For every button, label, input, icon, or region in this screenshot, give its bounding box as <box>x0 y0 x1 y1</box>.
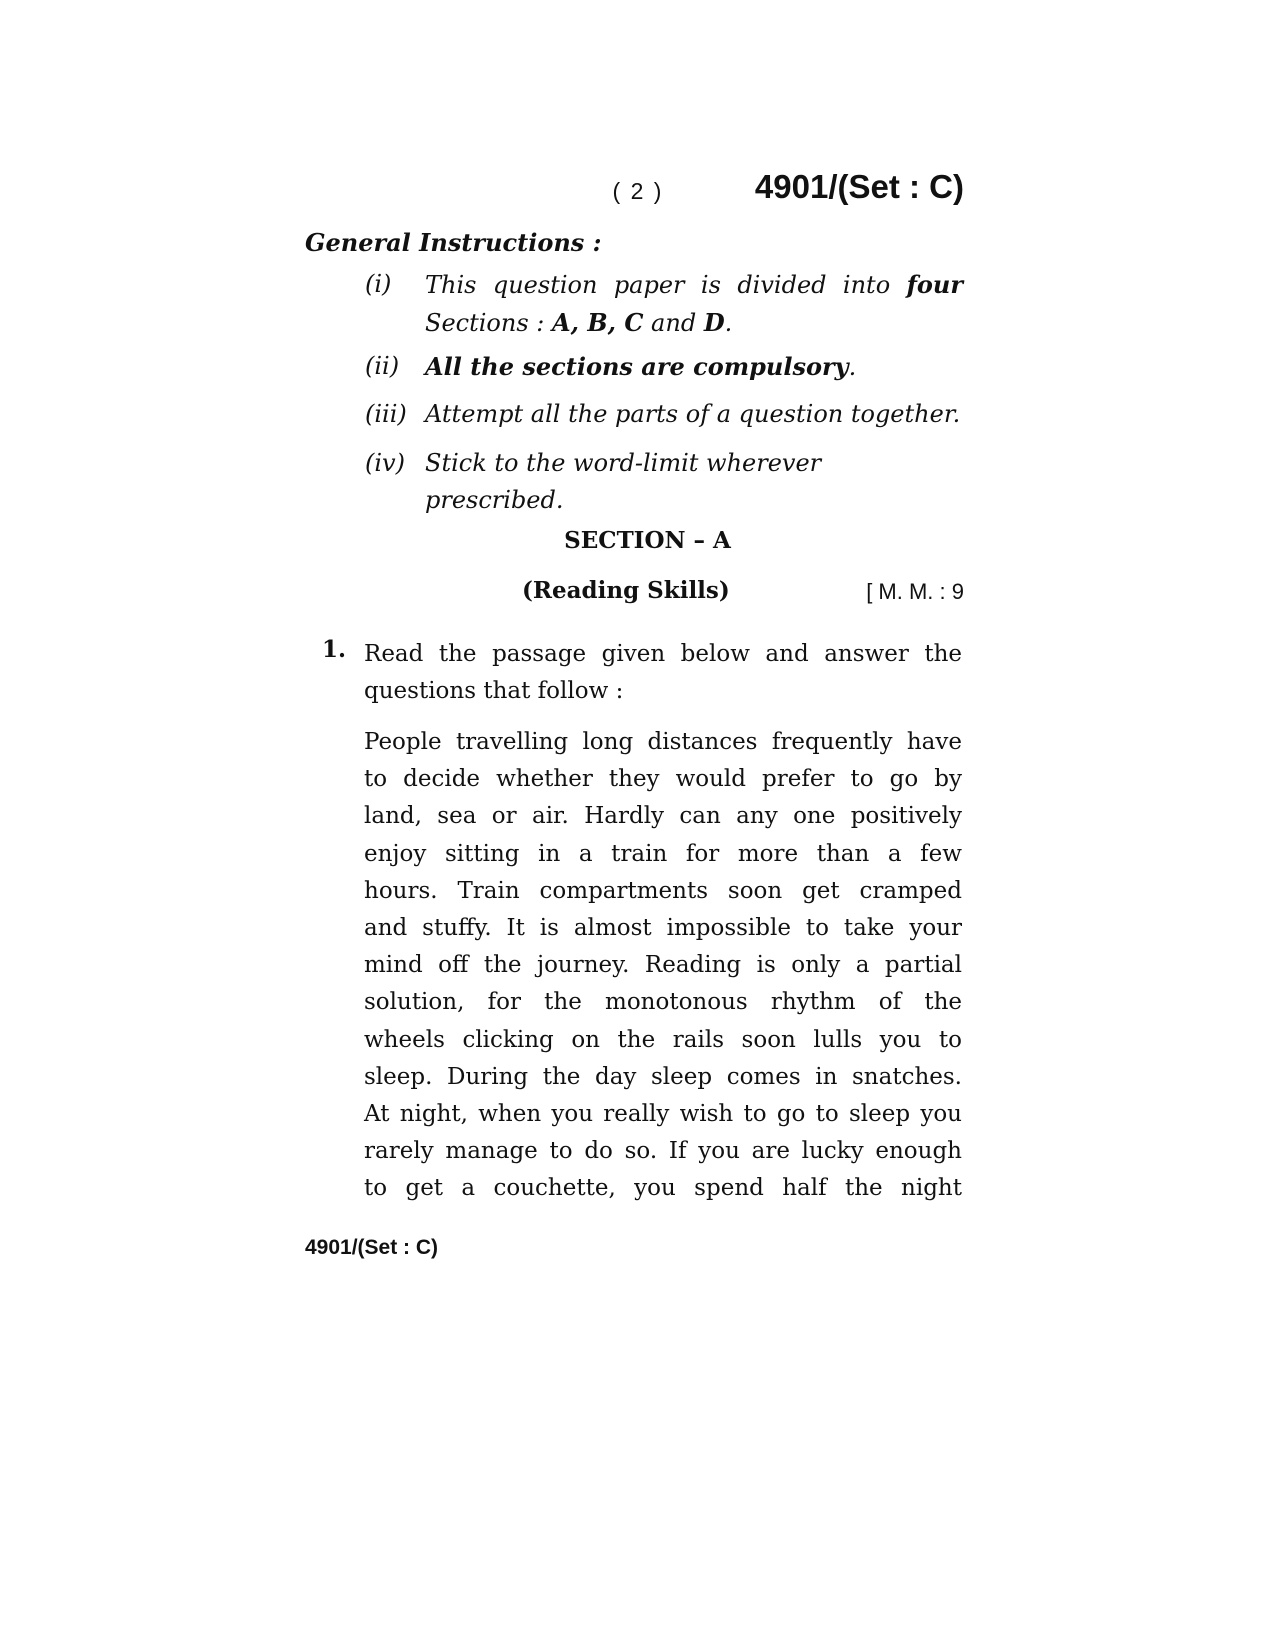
passage-line: People travelling long distances frequently have <box>364 729 962 755</box>
passage-line: At night, when you really wish to go to sleep you <box>364 1101 962 1128</box>
instruction-line <box>425 266 963 304</box>
page-number: ( 2 ) <box>612 178 664 204</box>
reading-passage <box>364 724 962 1208</box>
passage-line: wheels clicking on the rails soon lulls you to <box>364 1026 962 1053</box>
section-subtitle: (Reading Skills) <box>522 577 730 604</box>
passage-line: hours. Train compartments soon get cramped <box>364 877 962 904</box>
instruction-text: . <box>848 353 857 381</box>
passage-line: and stuffy. It is almost impossible to take your <box>364 915 962 942</box>
instruction-text: and <box>643 309 697 337</box>
passage-line: mind off the journey. Reading is only a partial <box>364 952 962 979</box>
instruction-number: (ii) <box>365 352 400 380</box>
instruction-emphasis: four <box>906 270 963 299</box>
instruction-number: (iii) <box>365 400 407 428</box>
instruction-item-4 <box>365 445 963 519</box>
instruction-text: . <box>724 309 733 337</box>
paper-code-header: 4901/(Set : C) <box>754 168 964 205</box>
passage-line: land, sea or air. Hardly can any one positively <box>364 803 962 830</box>
instruction-item-2 <box>365 348 963 386</box>
question-text: Read the passage given below and answer the questions that follow : <box>364 641 962 704</box>
instruction-text: This question paper is divided into <box>425 271 891 299</box>
passage-line: to get a couchette, you spend half the night <box>364 1175 962 1202</box>
instruction-text: Attempt all the parts of a question together. <box>425 400 961 428</box>
passage-line: to decide whether they would prefer to go by <box>364 766 962 793</box>
instruction-line <box>425 304 963 342</box>
section-title: SECTION – A <box>564 527 731 554</box>
passage-line: solution, for the monotonous rhythm of the <box>364 989 962 1016</box>
instruction-item-1 <box>365 266 963 342</box>
instruction-emphasis: A, B, C <box>551 308 644 337</box>
paper-code-footer: 4901/(Set : C) <box>305 1236 439 1259</box>
passage-line: sleep. During the day sleep comes in snatches. <box>364 1063 962 1090</box>
instruction-emphasis: D <box>703 308 725 337</box>
general-instructions-heading: General Instructions : <box>305 228 602 257</box>
passage-line: enjoy sitting in a train for more than a few <box>364 840 962 867</box>
instruction-item-3 <box>365 396 963 433</box>
instruction-text: Sections : <box>425 309 545 337</box>
instruction-emphasis: All the sections are compulsory <box>425 352 849 381</box>
max-marks: [ M. M. : 9 <box>866 579 964 604</box>
instruction-number: (iv) <box>365 449 405 477</box>
passage-line: rarely manage to do so. If you are lucky enough <box>364 1138 962 1165</box>
question-number: 1. <box>322 636 347 663</box>
instruction-text: Stick to the word-limit wherever prescribed. <box>425 449 822 514</box>
instruction-number: (i) <box>365 270 392 298</box>
